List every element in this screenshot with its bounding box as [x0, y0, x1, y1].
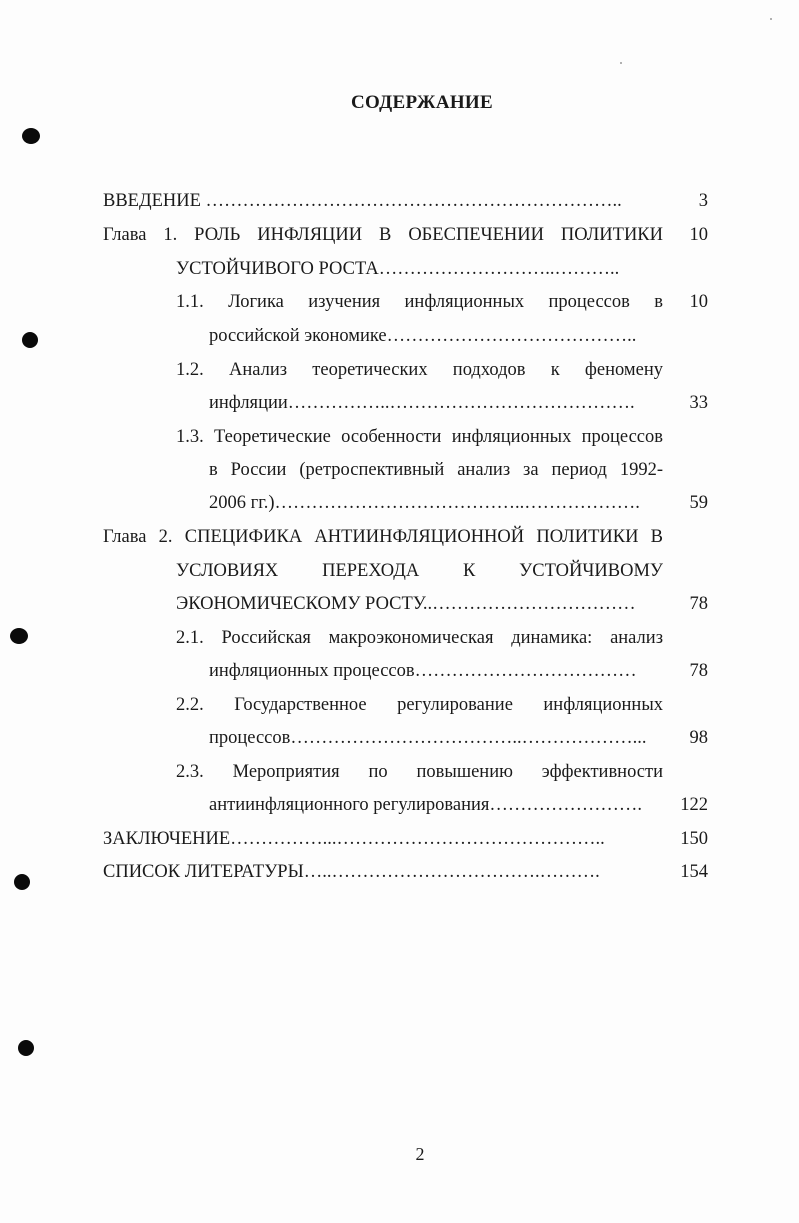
toc-line: инфляции……………..………………………………….: [209, 393, 635, 413]
toc-line: 2006 гг.)…………………………………..……………….: [209, 493, 640, 513]
toc-line: Глава 2. СПЕЦИФИКА АНТИИНФЛЯЦИОННОЙ ПОЛИТИКИ В: [103, 527, 663, 547]
scan-speck: [620, 62, 622, 64]
toc-line: ВВЕДЕНИЕ …………………………………………………………..: [103, 191, 622, 211]
scan-speck: [770, 18, 772, 20]
toc-line: 1.1. Логика изучения инфляционных процессов в: [176, 292, 663, 312]
punch-hole-mark: [22, 128, 40, 144]
toc-page-number: 78: [689, 661, 708, 681]
toc-line: 2.1. Российская макроэкономическая динамика: анализ: [176, 628, 663, 648]
toc-line: УСТОЙЧИВОГО РОСТА………………………..………..: [176, 259, 620, 279]
toc-line: ЭКОНОМИЧЕСКОМУ РОСТУ..……………………………: [176, 594, 636, 614]
toc-line: в России (ретроспективный анализ за период 1992-: [209, 460, 663, 480]
page-number: 2: [415, 1144, 425, 1164]
toc-line: процессов………………………………..………………...: [209, 728, 647, 748]
toc-line: инфляционных процессов………………………………: [209, 661, 637, 681]
toc-page-number: 154: [680, 862, 708, 882]
page-title: СОДЕРЖАНИЕ: [351, 92, 493, 113]
punch-hole-mark: [10, 628, 28, 644]
toc-line: 2.2. Государственное регулирование инфляционных: [176, 695, 663, 715]
toc-line: УСЛОВИЯХ ПЕРЕХОДА К УСТОЙЧИВОМУ: [176, 561, 663, 581]
toc-line: СПИСОК ЛИТЕРАТУРЫ…..…………………………….……….: [103, 862, 600, 882]
toc-line: 1.3. Теоретические особенности инфляционных процессов: [176, 427, 663, 447]
toc-page-number: 33: [689, 393, 708, 413]
toc-line: ЗАКЛЮЧЕНИЕ……………...……………………………………..: [103, 829, 605, 849]
toc-line: российской экономике…………………………………..: [209, 326, 637, 346]
toc-page-number: 59: [689, 493, 708, 513]
toc-line: 2.3. Мероприятия по повышению эффективности: [176, 762, 663, 782]
toc-page-number: 3: [698, 191, 708, 211]
toc-line: 1.2. Анализ теоретических подходов к феномену: [176, 360, 663, 380]
punch-hole-mark: [14, 874, 30, 890]
toc-page-number: 78: [689, 594, 708, 614]
toc-line: антиинфляционного регулирования…………………….: [209, 795, 643, 815]
toc-page-number: 10: [689, 292, 708, 312]
toc-page-number: 10: [689, 225, 708, 245]
toc-line: Глава 1. РОЛЬ ИНФЛЯЦИИ В ОБЕСПЕЧЕНИИ ПОЛИТИКИ: [103, 225, 663, 245]
punch-hole-mark: [18, 1040, 34, 1056]
toc-page-number: 150: [680, 829, 708, 849]
toc-page-number: 122: [680, 795, 708, 815]
toc-page-number: 98: [689, 728, 708, 748]
punch-hole-mark: [22, 332, 38, 348]
